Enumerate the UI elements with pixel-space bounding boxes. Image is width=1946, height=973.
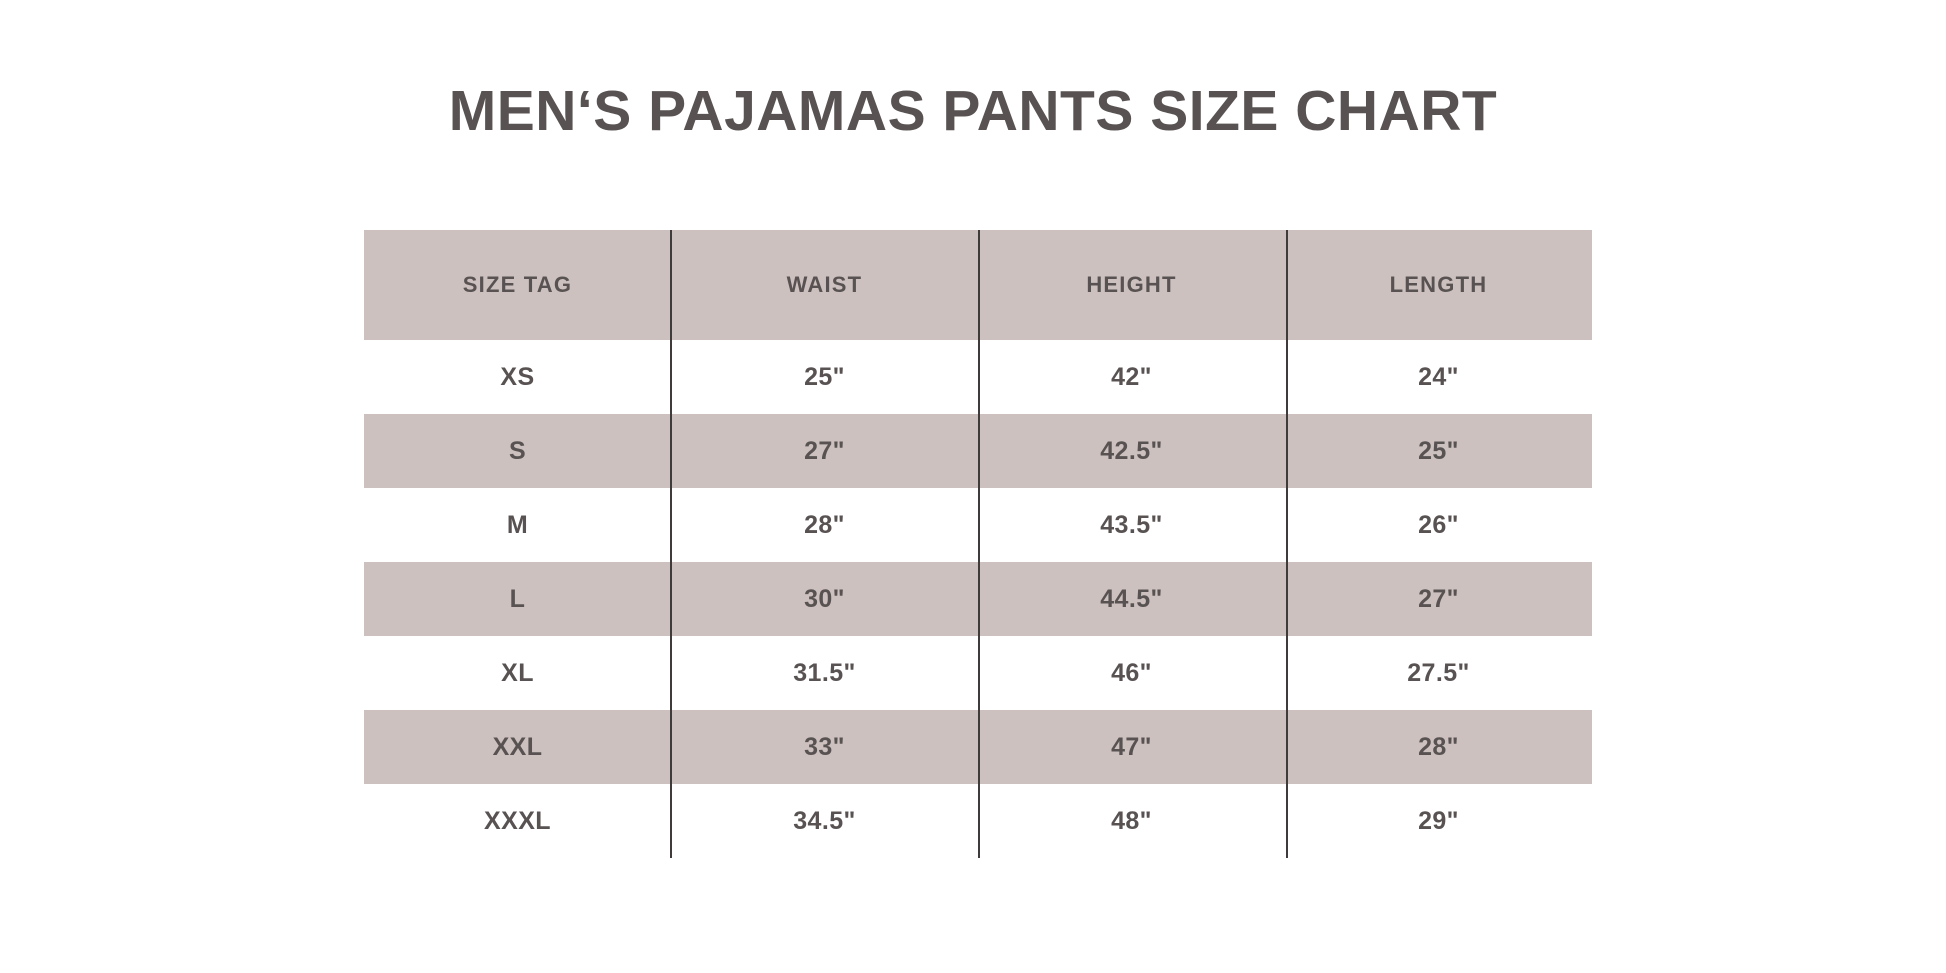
cell-length: 27.5" [1285,636,1592,710]
cell-size-tag: XXL [364,710,671,784]
cell-waist: 31.5" [671,636,978,710]
cell-length: 27" [1285,562,1592,636]
column-header-length: LENGTH [1285,230,1592,340]
cell-waist: 33" [671,710,978,784]
column-divider-1 [670,230,672,858]
cell-length: 26" [1285,488,1592,562]
cell-height: 46" [978,636,1285,710]
column-divider-3 [1286,230,1288,858]
cell-length: 29" [1285,784,1592,858]
cell-height: 44.5" [978,562,1285,636]
cell-length: 28" [1285,710,1592,784]
cell-size-tag: XS [364,340,671,414]
cell-height: 48" [978,784,1285,858]
page-title: MEN‘S PAJAMAS PANTS SIZE CHART [448,79,1498,143]
cell-waist: 27" [671,414,978,488]
cell-waist: 28" [671,488,978,562]
cell-size-tag: L [364,562,671,636]
cell-height: 43.5" [978,488,1285,562]
cell-size-tag: S [364,414,671,488]
column-divider-2 [978,230,980,858]
column-header-waist: WAIST [671,230,978,340]
column-header-height: HEIGHT [978,230,1285,340]
cell-height: 47" [978,710,1285,784]
column-header-size-tag: SIZE TAG [364,230,671,340]
cell-size-tag: M [364,488,671,562]
cell-waist: 34.5" [671,784,978,858]
cell-size-tag: XXXL [364,784,671,858]
cell-waist: 25" [671,340,978,414]
cell-length: 24" [1285,340,1592,414]
cell-height: 42" [978,340,1285,414]
cell-waist: 30" [671,562,978,636]
cell-height: 42.5" [978,414,1285,488]
size-chart-table-wrapper [364,230,1592,858]
cell-length: 25" [1285,414,1592,488]
cell-size-tag: XL [364,636,671,710]
